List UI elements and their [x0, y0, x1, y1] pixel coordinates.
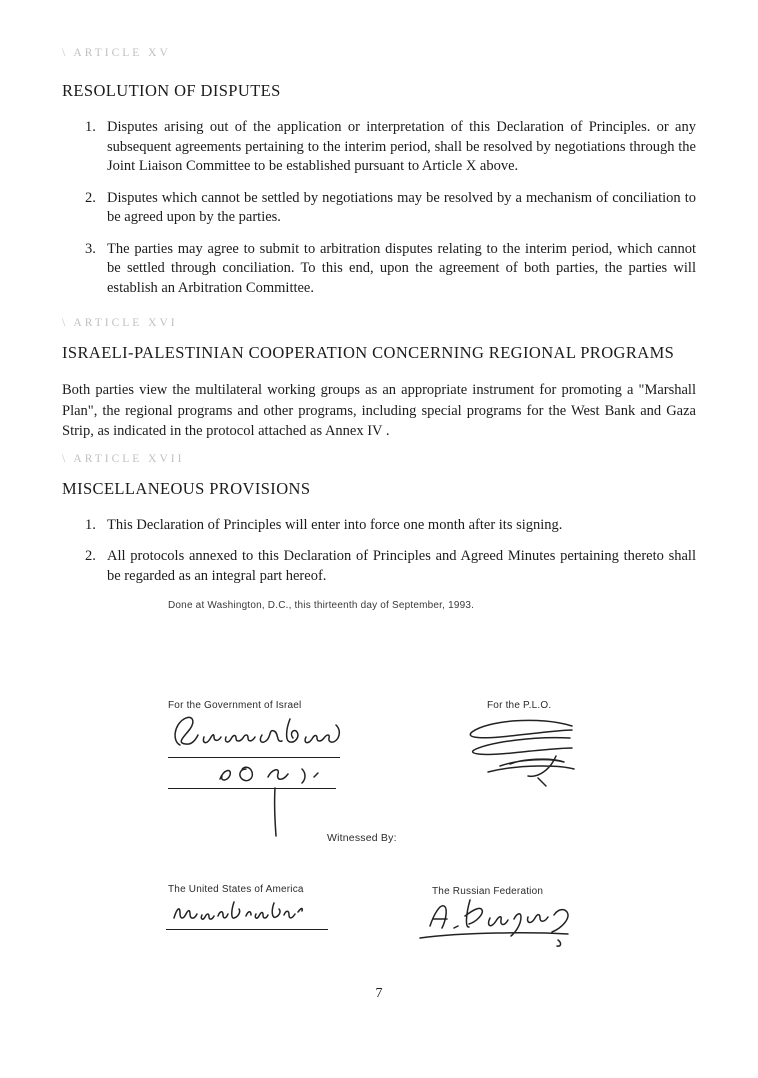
plo-signatory-label: For the P.L.O.: [487, 700, 552, 711]
faded-article-xvii-label: \ ARTICLE XVII: [62, 452, 185, 465]
dispute-item-1: [85, 118, 696, 177]
witnessed-by-label: Witnessed By:: [327, 832, 397, 844]
item-text: Disputes arising out of the application or interpretation of this Declaration of Principles. or any subsequent agreements pertaining to the interim period, shall be resolved by negotiations through the Joint Liaison Committee to be established pursuant to Article X above.: [107, 119, 696, 174]
plo-signature: [460, 712, 580, 788]
signature-line: [168, 788, 336, 789]
usa-signature: [168, 896, 303, 926]
disputes-list: [85, 118, 696, 298]
cooperation-paragraph: Both parties view the multilateral working groups as an appropriate instrument for promoting a "Marshall Plan", the regional programs and other programs, including special programs for the West Bank and Gaza Strip, as indicated in the protocol attached as Annex IV .: [62, 382, 696, 439]
dispute-item-3: [85, 240, 696, 299]
item-number: 1.: [85, 516, 96, 533]
misc-item-1: [85, 516, 696, 536]
signature-line: [166, 929, 328, 930]
signature-block: [62, 698, 696, 960]
misc-item-2: [85, 547, 696, 586]
israel-signature: [166, 711, 341, 755]
item-number: 1.: [85, 119, 96, 135]
misc-list: [85, 516, 696, 587]
russia-signature: [414, 890, 574, 950]
hebrew-signature: [202, 761, 332, 787]
faded-article-xvi-label: \ ARTICLE XVI: [62, 317, 178, 329]
item-text: All protocols annexed to this Declaration of Principles and Agreed Minutes pertaining thereto shall be regarded as an integral part hereof.: [107, 548, 696, 584]
cooperation-heading: ISRAELI-PALESTINIAN COOPERATION CONCERNING REGIONAL PROGRAMS: [62, 343, 675, 362]
russia-signatory-label: The Russian Federation: [432, 886, 544, 897]
item-number: 2.: [85, 189, 96, 206]
signature-line: [168, 757, 340, 758]
pen-stroke: [271, 786, 279, 843]
page-number: 7: [375, 986, 383, 1001]
faded-article-xv-label: \ ARTICLE XV: [62, 47, 171, 59]
item-text: The parties may agree to submit to arbitration disputes relating to the interim period, which cannot be settled through conciliation. To this end, upon the agreement of both parties, the parties will establish an Arbitration Committee.: [107, 240, 696, 296]
item-text: This Declaration of Principles will enter into force one month after its signing.: [107, 516, 563, 533]
item-number: 3.: [85, 240, 96, 257]
done-at-line: Done at Washington, D.C., this thirteenth day of September, 1993.: [168, 600, 475, 611]
miscellaneous-heading: MISCELLANEOUS PROVISIONS: [62, 478, 311, 498]
item-number: 2.: [85, 548, 96, 564]
resolution-of-disputes-heading: RESOLUTION OF DISPUTES: [62, 81, 281, 100]
israel-signatory-label: For the Government of Israel: [168, 700, 302, 711]
item-text: Disputes which cannot be settled by negotiations may be resolved by a mechanism of conciliation to be agreed upon by the parties.: [107, 189, 696, 225]
usa-signatory-label: The United States of America: [168, 884, 304, 895]
dispute-item-2: [85, 189, 696, 228]
